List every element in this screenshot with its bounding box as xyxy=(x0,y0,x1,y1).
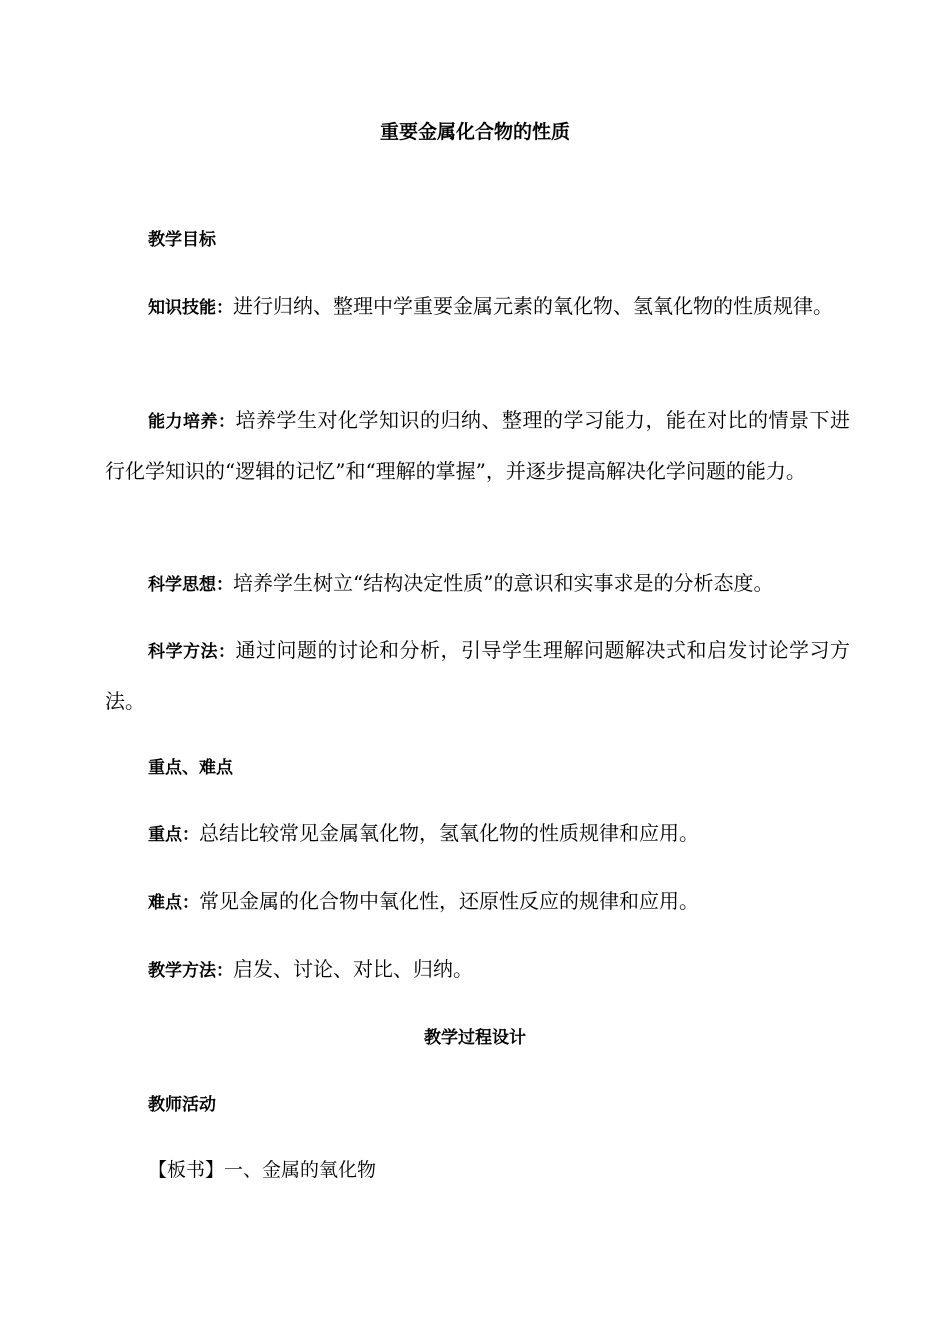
key-point-paragraph xyxy=(105,809,850,860)
method-text: 通过问题的讨论和分析，引导学生理解问题解决式和启发讨论学习方法。 xyxy=(105,638,850,713)
key-point-label: 重点： xyxy=(148,825,199,845)
key-point-text: 总结比较常见金属氧化物，氢氧化物的性质规律和应用。 xyxy=(199,821,699,845)
board-tag: 【板书】 xyxy=(148,1159,225,1181)
teacher-activity-heading: 教师活动 xyxy=(148,1095,216,1115)
key-points-heading: 重点、难点 xyxy=(148,758,233,778)
thought-label: 科学思想： xyxy=(148,575,233,595)
knowledge-paragraph xyxy=(105,282,850,333)
board-note xyxy=(148,1156,376,1184)
process-heading: 教学过程设计 xyxy=(424,1028,526,1048)
ability-paragraph xyxy=(105,396,850,496)
teaching-method-label: 教学方法： xyxy=(148,961,233,981)
method-label: 科学方法： xyxy=(148,642,236,662)
teaching-method-text: 启发、讨论、对比、归纳。 xyxy=(233,957,473,981)
thought-text: 培养学生树立“结构决定性质”的意识和实事求是的分析态度。 xyxy=(233,571,774,595)
board-text: 一、金属的氧化物 xyxy=(224,1159,377,1181)
difficult-point-label: 难点： xyxy=(148,893,199,913)
difficult-point-text: 常见金属的化合物中氧化性，还原性反应的规律和应用。 xyxy=(199,889,699,913)
document-title: 重要金属化合物的性质 xyxy=(379,121,570,143)
method-paragraph xyxy=(105,626,850,726)
ability-label: 能力培养： xyxy=(148,412,236,432)
teaching-method-paragraph xyxy=(105,945,850,996)
ability-text: 培养学生对化学知识的归纳、整理的学习能力，能在对比的情景下进行化学知识的“逻辑的记忆”和“理解的掌握”，并逐步提高解决化学问题的能力。 xyxy=(105,408,850,483)
thought-paragraph xyxy=(105,559,850,610)
objectives-heading: 教学目标 xyxy=(148,230,216,250)
knowledge-text: 进行归纳、整理中学重要金属元素的氧化物、氢氧化物的性质规律。 xyxy=(233,294,833,318)
knowledge-label: 知识技能： xyxy=(148,298,233,318)
difficult-point-paragraph xyxy=(105,877,850,928)
